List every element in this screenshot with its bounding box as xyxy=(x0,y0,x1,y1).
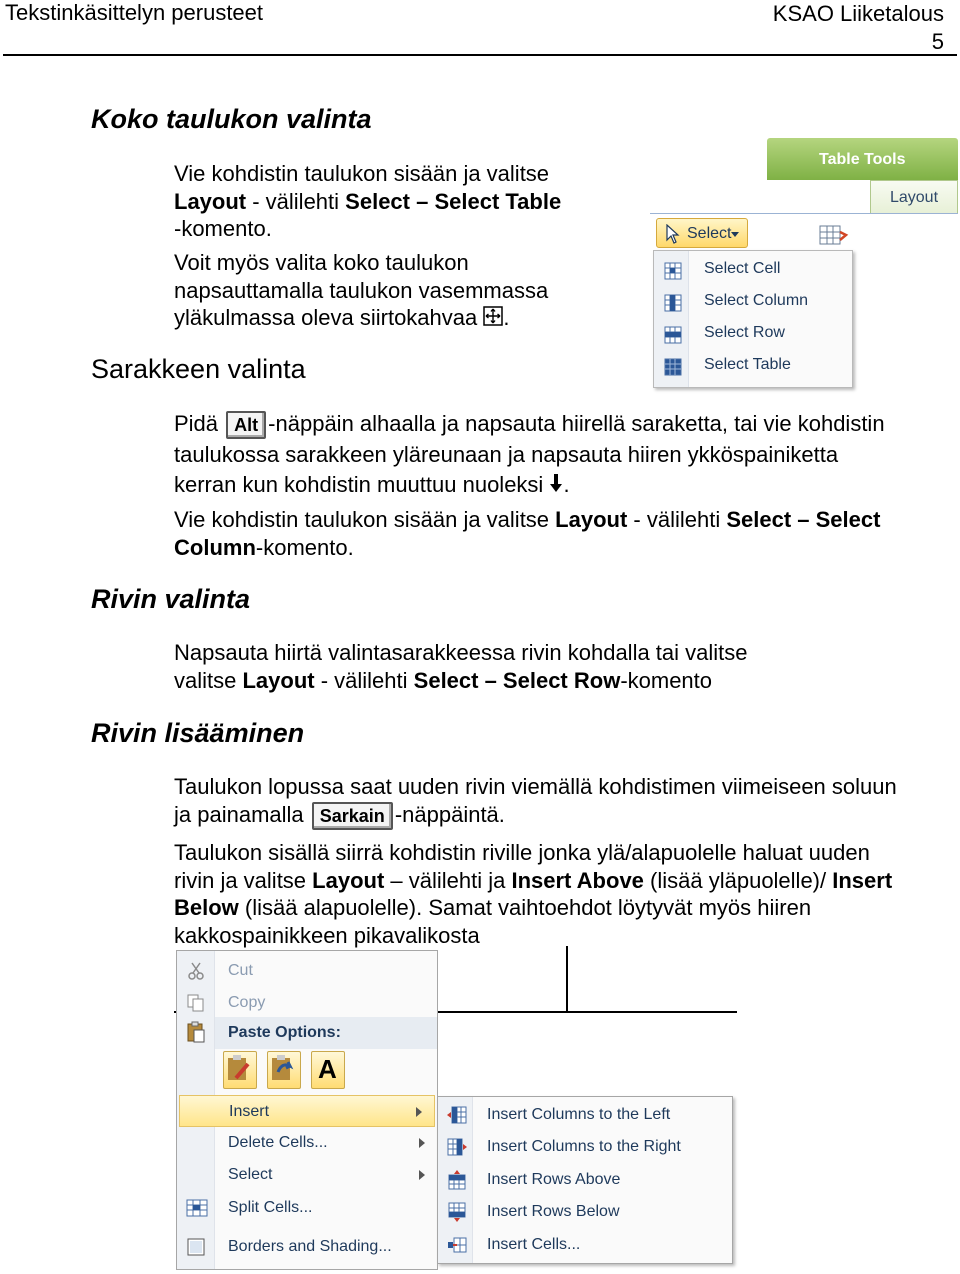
submenu-insert-columns-right[interactable] xyxy=(438,1131,732,1163)
context-item-copy[interactable] xyxy=(177,987,437,1019)
koko-p2-line3: yläkulmassa oleva siirtokahvaa . xyxy=(174,304,548,333)
menu-item-select-table[interactable] xyxy=(654,349,852,381)
lisaa-p1-line1: Taulukon lopussa saat uuden rivin viemällä kohdistimen viimeiseen soluun xyxy=(174,774,897,799)
table-border-line xyxy=(566,946,568,1012)
menu-item-label: Select Table xyxy=(704,356,791,373)
submenu-insert-cells[interactable] xyxy=(438,1229,732,1261)
submenu-item-label: Insert Columns to the Right xyxy=(487,1138,681,1155)
koko-paragraph-1 xyxy=(174,160,561,243)
submenu-item-label: Insert Rows Above xyxy=(487,1171,621,1188)
select-dropdown-menu xyxy=(653,250,853,388)
context-item-label: Cut xyxy=(228,962,253,979)
context-item-select[interactable] xyxy=(177,1159,437,1191)
header-rule xyxy=(3,54,957,56)
koko-p1-line2: Layout - välilehti Select – Select Table xyxy=(174,188,562,214)
menu-item-select-row[interactable] xyxy=(654,317,852,349)
menu-item-label: Select Cell xyxy=(704,260,781,277)
sarake-p1-line2: taulukossa sarakkeen yläreunaan ja napsauta hiiren ykköspainiketta xyxy=(174,441,839,467)
paste-merge-formatting-button[interactable] xyxy=(267,1051,301,1089)
tab-layout[interactable]: Layout xyxy=(870,180,958,214)
header-department: KSAO Liiketalous xyxy=(772,1,944,26)
table-border-line xyxy=(437,1011,737,1013)
select-button-label: Select xyxy=(687,225,732,242)
heading-koko: Koko taulukon valinta xyxy=(91,104,372,134)
text-only-letter-icon: A xyxy=(318,1054,337,1084)
context-item-label: Copy xyxy=(228,994,266,1011)
tab-key: Sarkain xyxy=(312,802,393,830)
rivi-paragraph-1 xyxy=(174,639,748,694)
submenu-insert-rows-below[interactable] xyxy=(438,1196,732,1228)
menu-item-label: Select Column xyxy=(704,292,809,309)
koko-p2-line2: napsauttamalla taulukon vasemmassa xyxy=(174,277,549,303)
lisaa-p2-line3: Below (lisää alapuolelle). Samat vaihtoehdot löytyvät myös hiiren xyxy=(174,895,812,920)
context-item-label: Delete Cells... xyxy=(228,1134,328,1151)
lisaa-p2-line1: Taulukon sisällä siirrä kohdistin riville jonka ylä/alapuolelle haluat uuden xyxy=(174,840,870,865)
lisaa-p2-line2: rivin ja valitse Layout – välilehti ja Insert Above (lisää yläpuolelle)/ Insert xyxy=(174,867,893,893)
alt-key: Alt xyxy=(226,411,266,439)
lisaa-paragraph-1 xyxy=(174,773,897,830)
koko-p2-line1: Voit myös valita koko taulukon xyxy=(174,250,469,275)
lisaa-paragraph-2 xyxy=(174,839,892,949)
insert-submenu xyxy=(437,1096,733,1264)
split-cells-icon xyxy=(186,1198,208,1230)
sarake-p2-line2: Column-komento. xyxy=(174,534,354,560)
ribbon-select-menu-screenshot xyxy=(650,138,958,388)
select-table-icon xyxy=(664,356,682,388)
paste-text-only-button[interactable] xyxy=(311,1051,345,1089)
context-item-borders-shading[interactable] xyxy=(177,1231,437,1263)
menu-item-select-cell[interactable] xyxy=(654,253,852,285)
ribbon-divider xyxy=(650,213,958,214)
menu-item-select-column[interactable] xyxy=(654,285,852,317)
koko-p1-line3: -komento. xyxy=(174,216,272,241)
sarake-p2-line1: Vie kohdistin taulukon sisään ja valitse Layout - välilehti Select – Select xyxy=(174,507,881,532)
paste-keep-formatting-button[interactable] xyxy=(223,1051,257,1089)
koko-p1-line1: Vie kohdistin taulukon sisään ja valitse xyxy=(174,161,550,186)
paste-options-header xyxy=(215,1017,437,1049)
lisaa-p1-line2: ja painamalla Sarkain -näppäintä. xyxy=(174,801,897,830)
sarake-p1-line3: kerran kun kohdistin muuttuu nuoleksi . xyxy=(174,470,885,501)
down-arrow-cursor-icon xyxy=(549,471,563,502)
context-item-label: Insert xyxy=(229,1103,270,1120)
submenu-arrow-icon xyxy=(419,1170,425,1180)
rivi-p1-line2: valitse Layout - välilehti Select – Select Row-komento xyxy=(174,667,713,693)
rivi-p1-line1: Napsauta hiirtä valintasarakkeessa rivin kohdalla tai valitse xyxy=(174,640,748,665)
heading-rivi: Rivin valinta xyxy=(91,584,251,614)
context-item-cut[interactable] xyxy=(177,955,437,987)
context-item-label: Select xyxy=(228,1166,273,1183)
chevron-down-icon xyxy=(731,232,739,237)
paste-brush-icon xyxy=(224,1052,254,1086)
insert-cells-icon xyxy=(446,1235,468,1267)
header-doc-title: Tekstinkäsittelyn perusteet xyxy=(5,0,264,25)
submenu-insert-rows-above[interactable] xyxy=(438,1164,732,1196)
context-item-label: Borders and Shading... xyxy=(228,1238,392,1255)
menu-item-label: Select Row xyxy=(704,324,785,341)
move-handle-icon xyxy=(483,305,503,333)
table-tools-tab-group: Table Tools xyxy=(767,138,958,180)
context-item-insert[interactable] xyxy=(179,1095,435,1127)
properties-icon xyxy=(818,222,852,253)
sarake-paragraph-1 xyxy=(174,409,885,501)
heading-lisaa: Rivin lisääminen xyxy=(91,718,305,748)
submenu-item-label: Insert Rows Below xyxy=(487,1203,620,1220)
sarake-p1-line1: Pidä Alt -näppäin alhaalla ja napsauta hiirellä saraketta, tai vie kohdistin xyxy=(174,409,885,440)
submenu-insert-columns-left[interactable] xyxy=(438,1099,732,1131)
header-right xyxy=(773,0,944,56)
context-menu xyxy=(176,950,438,1270)
submenu-item-label: Insert Columns to the Left xyxy=(487,1106,671,1123)
context-item-split-cells[interactable] xyxy=(177,1192,437,1224)
paste-options-label: Paste Options: xyxy=(228,1024,341,1041)
paste-merge-icon xyxy=(268,1052,298,1086)
borders-icon xyxy=(186,1237,206,1269)
submenu-arrow-icon xyxy=(419,1138,425,1148)
paste-icon xyxy=(186,1021,206,1048)
heading-sarake: Sarakkeen valinta xyxy=(91,354,306,384)
select-button[interactable] xyxy=(656,218,748,248)
sarake-paragraph-2 xyxy=(174,506,880,561)
context-item-delete-cells[interactable] xyxy=(177,1127,437,1159)
context-item-label: Split Cells... xyxy=(228,1199,313,1216)
page-number: 5 xyxy=(931,29,944,54)
koko-paragraph-2 xyxy=(174,249,548,333)
submenu-item-label: Insert Cells... xyxy=(487,1236,581,1253)
submenu-arrow-icon xyxy=(416,1107,422,1117)
lisaa-p2-line4: kakkospainikkeen pikavalikosta xyxy=(174,922,480,948)
